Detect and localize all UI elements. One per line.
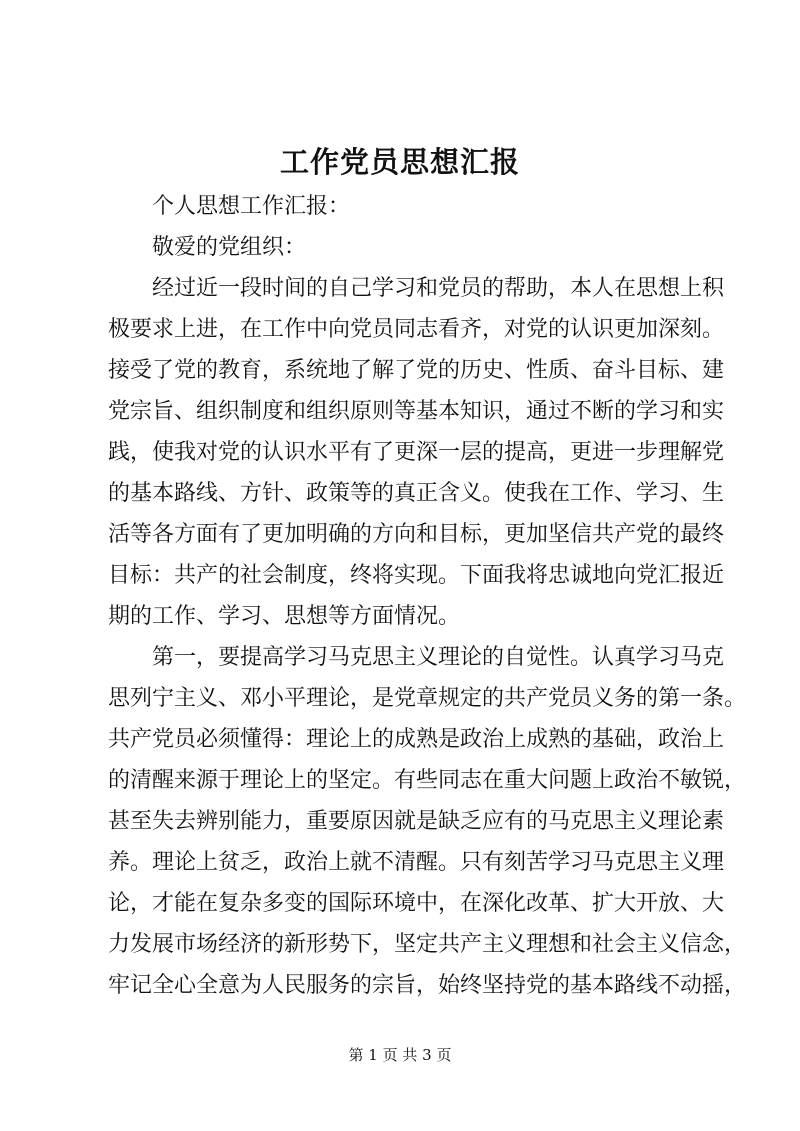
text-line: 践，使我对党的认识水平有了更深一层的提高，更进一步理解党 — [108, 440, 725, 465]
text-line: 党宗旨、组织制度和组织原则等基本知识，通过不断的学习和实 — [108, 399, 725, 424]
text-line: 共产党员必须懂得：理论上的成熟是政治上成熟的基础，政治上 — [108, 727, 725, 752]
text-line: 养。理论上贫乏，政治上就不清醒。只有刻苦学习马克思主义理 — [108, 850, 725, 875]
text-line: 敬爱的党组织： — [152, 235, 307, 260]
text-line: 经过近一段时间的自己学习和党员的帮助，本人在思想上积 — [152, 276, 725, 301]
page-number-footer: 第 1 页 共 3 页 — [348, 1046, 452, 1064]
text-line: 论，才能在复杂多变的国际环境中，在深化改革、扩大开放、大 — [108, 891, 725, 916]
text-line: 思列宁主义、邓小平理论，是党章规定的共产党员义务的第一条。 — [108, 686, 747, 711]
text-line: 接受了党的教育，系统地了解了党的历史、性质、奋斗目标、建 — [108, 358, 725, 383]
text-line: 极要求上进，在工作中向党员同志看齐，对党的认识更加深刻。 — [108, 317, 725, 342]
text-line: 活等各方面有了更加明确的方向和目标，更加坚信共产党的最终 — [108, 522, 725, 547]
document-title: 工作党员思想汇报 — [279, 145, 520, 179]
text-line: 的基本路线、方针、政策等的真正含义。使我在工作、学习、生 — [108, 481, 725, 506]
text-line: 期的工作、学习、思想等方面情况。 — [108, 604, 461, 629]
text-line: 第一，要提高学习马克思主义理论的自觉性。认真学习马克 — [152, 645, 725, 670]
text-line: 力发展市场经济的新形势下，坚定共产主义理想和社会主义信念， — [108, 932, 747, 957]
text-line: 目标：共产的社会制度，终将实现。下面我将忠诚地向党汇报近 — [108, 563, 725, 588]
text-line: 牢记全心全意为人民服务的宗旨，始终坚持党的基本路线不动摇， — [108, 973, 747, 998]
text-line: 个人思想工作汇报： — [152, 194, 351, 219]
text-line: 的清醒来源于理论上的坚定。有些同志在重大问题上政治不敏锐， — [108, 768, 747, 793]
text-line: 甚至失去辨别能力，重要原因就是缺乏应有的马克思主义理论素 — [108, 809, 725, 834]
